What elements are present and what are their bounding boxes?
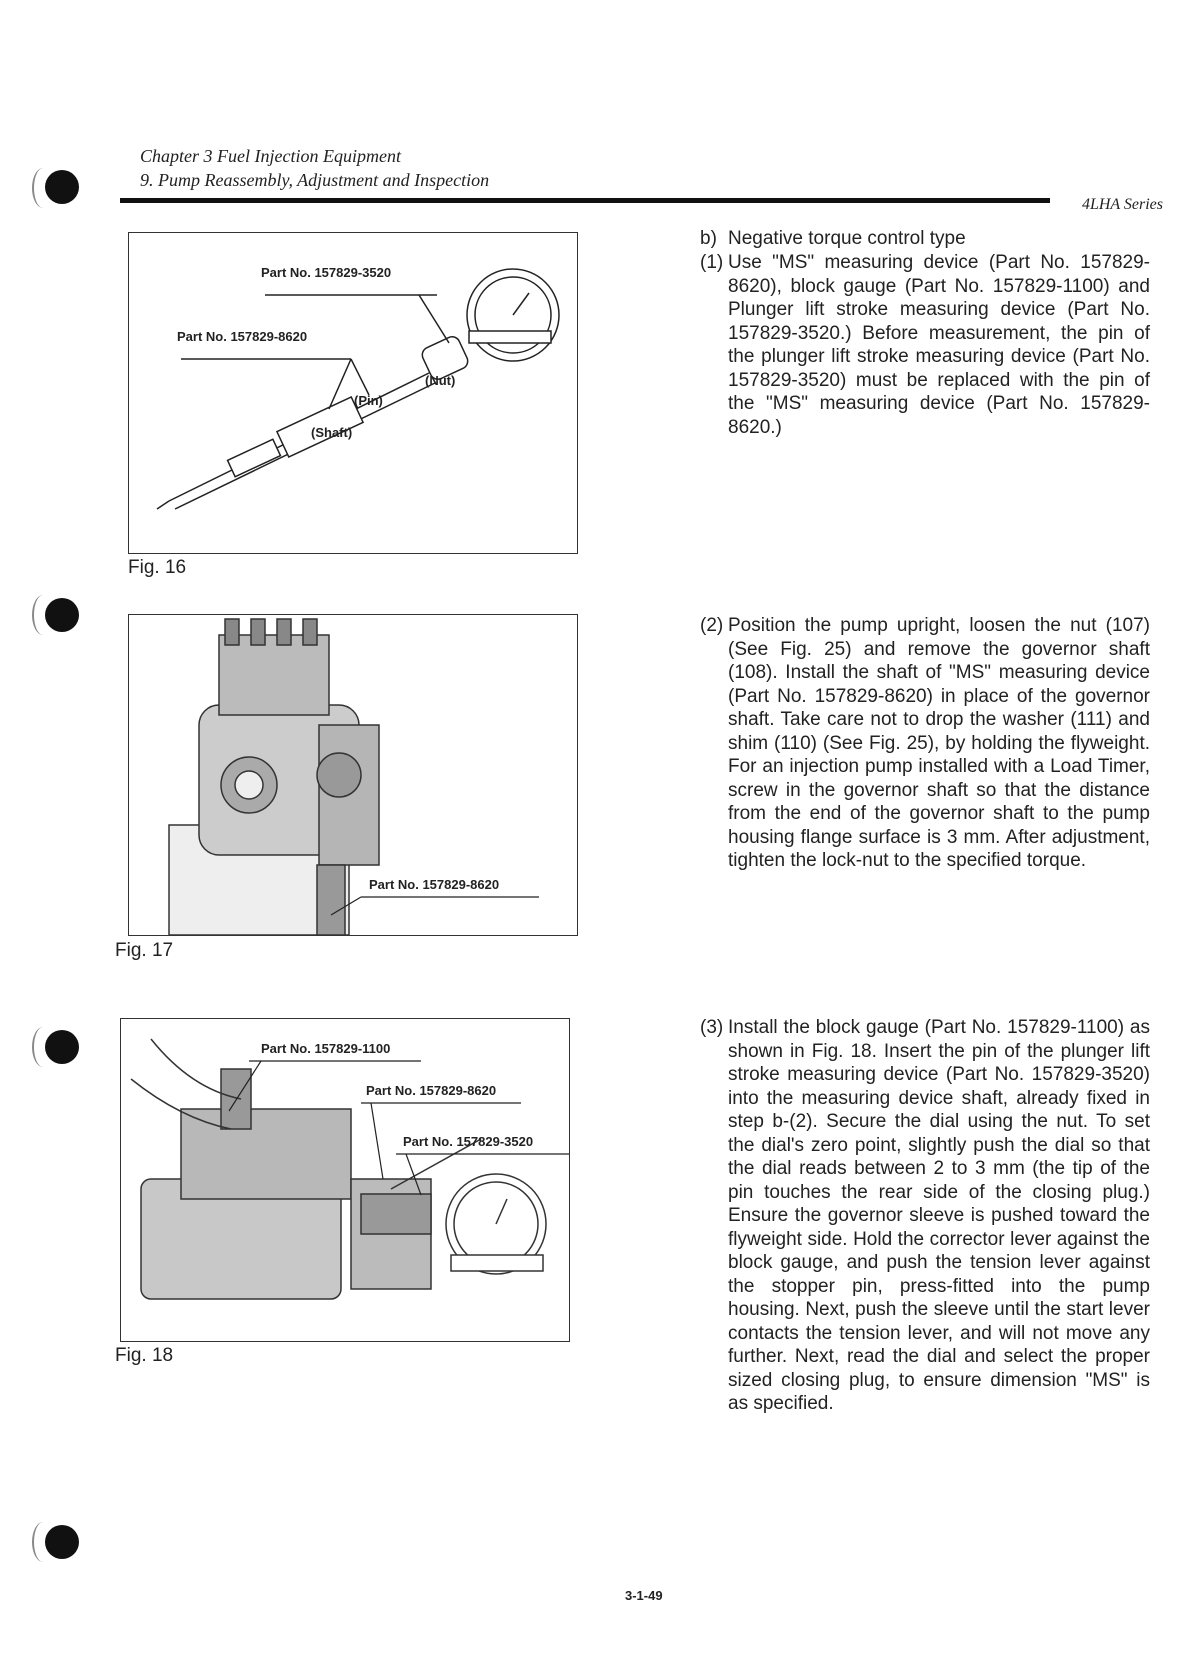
step-3	[700, 1016, 1150, 1416]
fig16-label-8620: Part No. 157829-8620	[177, 329, 308, 344]
binder-hole-mark-3	[32, 1027, 54, 1067]
fig18-label-1100: Part No. 157829-1100	[261, 1041, 391, 1056]
injection-pump-photo	[129, 615, 577, 935]
figure-18	[120, 1018, 570, 1342]
binder-hole-mark-4	[32, 1522, 54, 1562]
fig17-caption: Fig. 17	[115, 940, 174, 961]
fig16-label-nut: (Nut)	[425, 373, 456, 388]
step-b-heading	[700, 227, 1150, 251]
step-1	[700, 251, 1150, 439]
step-b-text: Negative torque control type	[728, 228, 966, 249]
binder-hole-mark-2	[32, 595, 54, 635]
block-gauge-installation-photo	[121, 1019, 569, 1341]
measuring-device-drawing	[129, 233, 577, 553]
figure-16	[128, 232, 578, 554]
fig16-label-shaft: (Shaft)	[311, 425, 353, 440]
fig16-label-pin: (Pin)	[354, 393, 383, 408]
step-2-num: (2)	[700, 615, 724, 636]
fig16-caption: Fig. 16	[128, 557, 187, 578]
step-2	[700, 614, 1150, 873]
fig18-caption: Fig. 18	[115, 1345, 174, 1366]
header-rule	[120, 198, 1050, 203]
step-3-text: Install the block gauge (Part No. 157829-1100) as shown in Fig. 18. Insert the pin of the plunger lift stroke measuring device (Part No. 157829-3520) into the measuring device shaft, already fixed in step b-(2). Secure the dial using the nut. To set the dial's zero point, slightly push the dial so that the dial reads between 2 to 3 mm (the tip of the pin touches the rear side of the closing plug.) Ensure the governor sleeve is pushed toward the flyweight side. Hold the corrector lever against the block gauge, and push the tension lever against the stopper pin, press-fitted into the pump housing. Next, push the sleeve until the start lever contacts the tension lever, and will not move any further. Next, read the dial and select the proper sized closing plug, to ensure dimension "MS" is as specified.	[728, 1017, 1150, 1414]
step-1-num: (1)	[700, 252, 724, 273]
fig18-label-3520: Part No. 157829-3520	[403, 1134, 534, 1149]
step-1-text: Use "MS" measuring device (Part No. 157829-8620), block gauge (Part No. 157829-1100) and Plunger lift stroke measuring device (Part No. 157829-3520.) Before measurement, the pin of the plunger lift stroke measuring device (Part No. 157829-3520) must be replaced with the pin of the "MS" measuring device (Part No. 157829-8620.)	[728, 252, 1150, 438]
fig16-label-3520: Part No. 157829-3520	[261, 265, 392, 280]
section-title: 9. Pump Reassembly, Adjustment and Inspection	[140, 170, 490, 190]
figure-17	[128, 614, 578, 936]
chapter-title: Chapter 3 Fuel Injection Equipment	[140, 146, 401, 166]
fig17-label-8620: Part No. 157829-8620	[369, 877, 500, 892]
fig18-label-8620: Part No. 157829-8620	[366, 1083, 497, 1098]
step-b-num: b)	[700, 228, 717, 249]
step-2-text: Position the pump upright, loosen the nut (107) (See Fig. 25) and remove the governor shaft (108). Install the shaft of "MS" measuring device (Part No. 157829-8620) in place of the governor shaft. Take care not to drop the washer (111) and shim (110) (See Fig. 25), by holding the flyweight. For an injection pump installed with a Load Timer, screw in the governor shaft so that the distance from the end of the governor shaft to the pump housing flange surface is 3 mm. After adjustment, tighten the lock-nut to the specified torque.	[728, 615, 1150, 871]
series-label: 4LHA Series	[1081, 196, 1163, 213]
step-3-num: (3)	[700, 1017, 724, 1038]
page-number: 3-1-49	[625, 1588, 663, 1603]
binder-hole-mark-1	[32, 168, 54, 208]
